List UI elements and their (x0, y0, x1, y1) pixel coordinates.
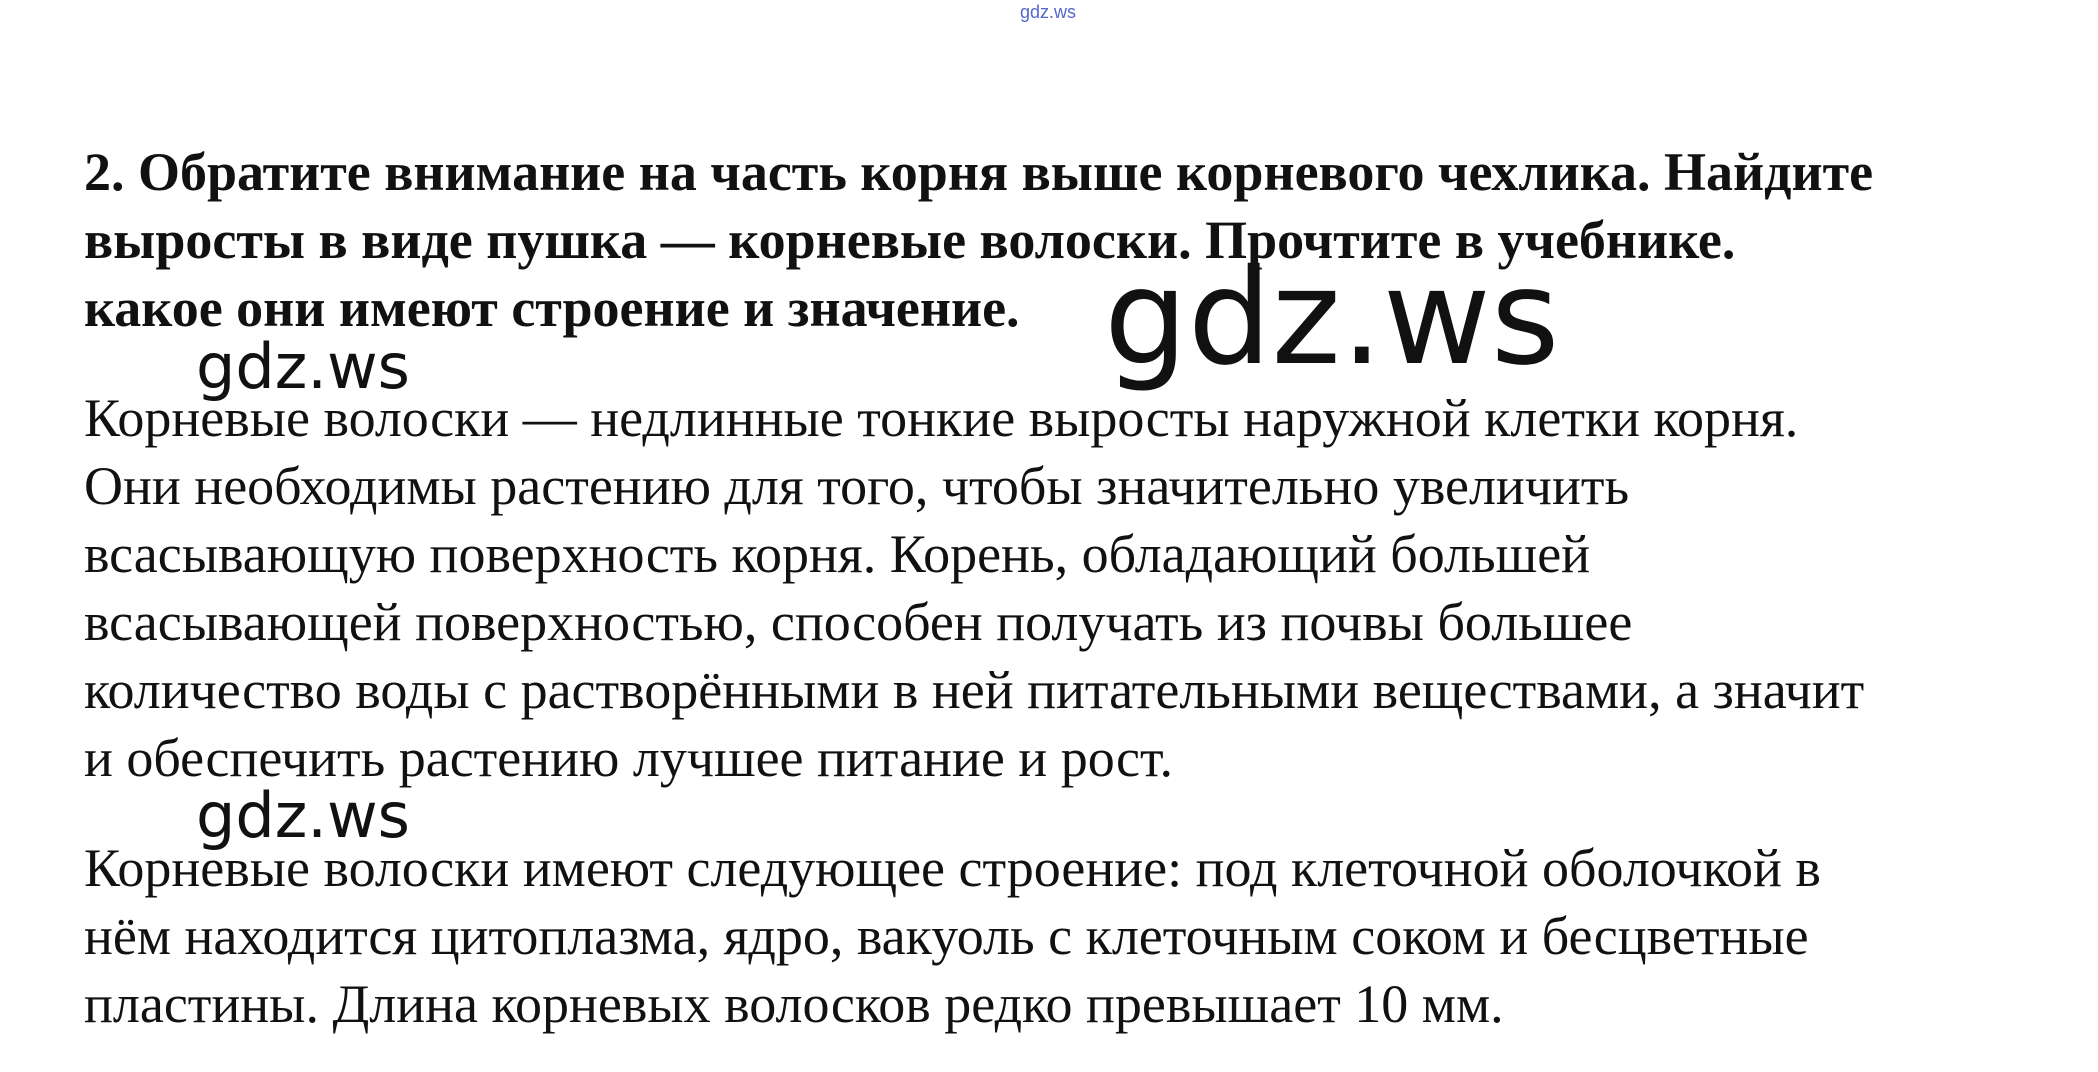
watermark-large: gdz.ws (1104, 241, 1560, 395)
watermark-small: gdz.ws (196, 779, 410, 852)
watermark-small: gdz.ws (196, 330, 410, 403)
answer-line: Они необходимы растению для того, чтобы значительно увеличить (84, 456, 1630, 516)
answer-line: нём находится цитоплазма, ядро, вакуоль с клеточным соком и бесцветные (84, 906, 1809, 966)
answer-line: всасывающую поверхность корня. Корень, обладающий большей (84, 524, 1591, 584)
answer-line: количество воды с растворёнными в ней питательными веществами, а значит (84, 660, 1865, 720)
answer-paragraph-2 (84, 834, 2084, 1038)
question-line: выросты в виде пушка — корневые волоски. Прочтите в учебнике. (84, 210, 1736, 270)
answer-line: всасывающей поверхностью, способен получать из почвы большее (84, 592, 1633, 652)
question-line: 2. Обратите внимание на часть корня выше корневого чехлика. Найдите (84, 142, 1874, 202)
top-watermark-link[interactable]: gdz.ws (1020, 2, 1077, 22)
answer-line: пластины. Длина корневых волосков редко превышает 10 мм. (84, 974, 1504, 1034)
answer-line: Корневые волоски — недлинные тонкие выросты наружной клетки корня. (84, 388, 1799, 448)
answer-line: и обеспечить растению лучшее питание и рост. (84, 728, 1174, 788)
question-block (84, 138, 2084, 342)
answer-paragraph-1 (84, 384, 2084, 792)
question-line: какое они имеют строение и значение. (84, 278, 1020, 338)
answer-line: Корневые волоски имеют следующее строение: под клеточной оболочкой в (84, 838, 1821, 898)
